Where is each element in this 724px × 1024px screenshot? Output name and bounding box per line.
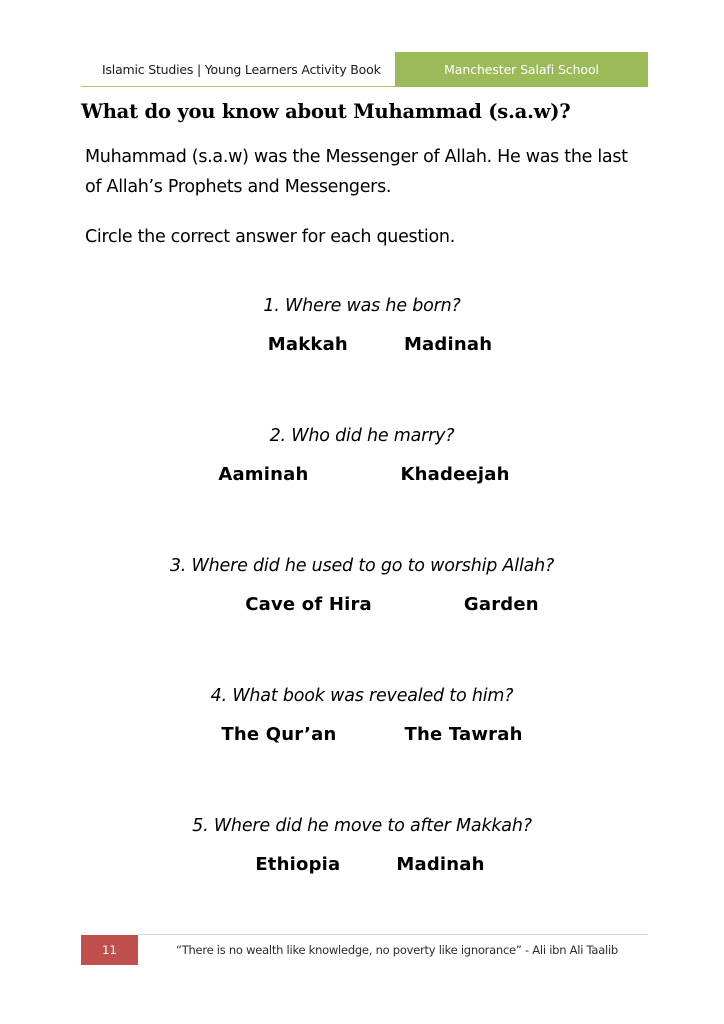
answer-option[interactable]: The Tawrah <box>404 724 523 745</box>
answer-option[interactable]: Aaminah <box>218 464 309 485</box>
answer-options-1 <box>0 334 724 355</box>
header-book-title <box>81 52 395 86</box>
quiz-section <box>0 296 724 946</box>
answer-option[interactable]: Madinah <box>396 854 485 875</box>
question-text-4: 4. What book was revealed to him? <box>210 686 514 706</box>
answer-options-3 <box>0 594 724 615</box>
intro-section <box>85 142 637 252</box>
question-text-2: 2. Who did he marry? <box>269 426 455 446</box>
answer-options-4 <box>0 724 724 745</box>
question-block-3 <box>0 556 724 686</box>
question-block-5 <box>0 816 724 946</box>
page-title: What do you know about Muhammad (s.a.w)? <box>81 100 571 123</box>
answer-option[interactable]: Madinah <box>403 334 493 355</box>
question-block-1 <box>0 296 724 426</box>
intro-paragraph-1: Muhammad (s.a.w) was the Messenger of Allah. He was the last of Allah’s Prophets and Messengers. <box>85 147 628 197</box>
answer-option[interactable]: Makkah <box>267 334 348 355</box>
intro-instruction: Circle the correct answer for each question. <box>85 227 455 247</box>
question-text-1: 1. Where was he born? <box>263 296 461 316</box>
answer-option[interactable]: Cave of Hira <box>245 594 372 615</box>
header-school-banner <box>395 52 648 87</box>
page-footer <box>81 934 648 966</box>
question-text-5: 5. Where did he move to after Makkah? <box>192 816 532 836</box>
header-divider-line <box>81 86 395 87</box>
page-number-badge <box>81 935 138 965</box>
answer-option[interactable]: The Qur’an <box>221 724 337 745</box>
header-school-name-text: Manchester Salafi School <box>444 62 599 77</box>
page-header <box>81 52 648 88</box>
question-text-3: 3. Where did he used to go to worship Allah? <box>169 556 555 576</box>
question-block-2 <box>0 426 724 556</box>
header-book-title-text: Islamic Studies | Young Learners Activity Book <box>102 61 381 77</box>
answer-option[interactable]: Garden <box>463 594 539 615</box>
answer-option[interactable]: Ethiopia <box>255 854 341 875</box>
question-block-4 <box>0 686 724 816</box>
page-number-text: 11 <box>102 943 117 957</box>
answer-options-2 <box>0 464 724 485</box>
answer-options-5 <box>0 854 724 875</box>
answer-option[interactable]: Khadeejah <box>400 464 510 485</box>
footer-quote-text: “There is no wealth like knowledge, no poverty like ignorance” - Ali ibn Ali Taalib <box>176 943 618 957</box>
